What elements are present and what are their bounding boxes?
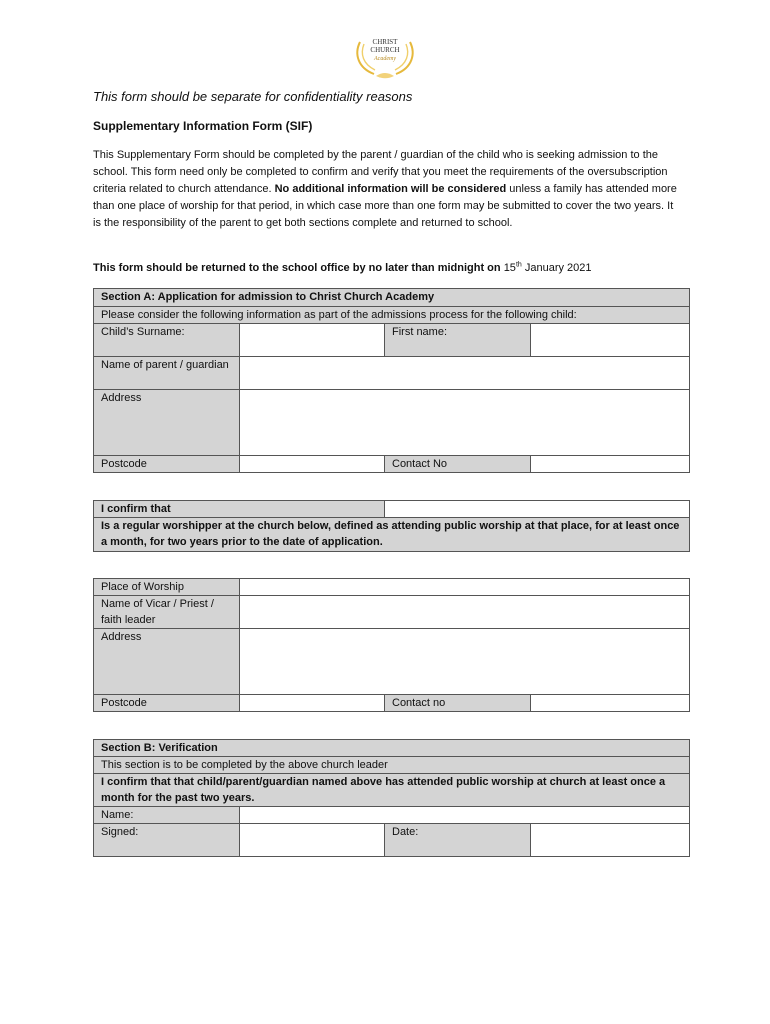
vicar-name-label: Name of Vicar / Priest / faith leader [94, 596, 240, 629]
vicar-name-field[interactable] [240, 596, 690, 629]
first-name-field[interactable] [531, 324, 690, 357]
section-b-statement: I confirm that that child/parent/guardian named above has attended public worship at church at least once a month for the past two years. [94, 774, 690, 807]
section-b-heading: Section B: Verification [94, 740, 690, 757]
date-field[interactable] [531, 824, 690, 857]
postcode-field[interactable] [240, 456, 385, 473]
parent-name-label: Name of parent / guardian [94, 357, 240, 390]
date-label: Date: [385, 824, 531, 857]
first-name-label: First name: [385, 324, 531, 357]
contact-no-label: Contact No [385, 456, 531, 473]
address-field[interactable] [240, 390, 690, 456]
deadline-day: 15 [503, 262, 516, 274]
section-a-heading: Section A: Application for admission to Christ Church Academy [94, 289, 690, 307]
childs-surname-label: Child’s Surname: [94, 324, 240, 357]
confirm-table [93, 500, 690, 552]
section-b-subheading: This section is to be completed by the above church leader [94, 757, 690, 774]
signed-label: Signed: [94, 824, 240, 857]
church-postcode-field[interactable] [240, 695, 385, 712]
deadline-day-suffix: th [515, 261, 522, 269]
deadline-bold-text: This form should be returned to the school office by no later than midnight on [93, 262, 501, 274]
logo-line2: CHURCH [370, 46, 400, 54]
logo-line1: CHRIST [372, 38, 398, 46]
intro-text-2: unless a family has attended more than one place of worship for that period, in which case more than one form may be submitted to cover the two years. It is the responsibility of the parent to get both sections complete and returned to school. [93, 183, 677, 229]
church-contact-field[interactable] [531, 695, 690, 712]
section-b-table [93, 739, 690, 857]
school-logo [352, 32, 418, 82]
confirm-heading: I confirm that [94, 501, 385, 518]
postcode-label: Postcode [94, 456, 240, 473]
signature-field[interactable] [240, 824, 385, 857]
verifier-name-label: Name: [94, 807, 240, 824]
intro-bold-text: No additional information will be considered [274, 183, 507, 195]
church-contact-label: Contact no [385, 695, 531, 712]
contact-no-field[interactable] [531, 456, 690, 473]
church-address-field[interactable] [240, 629, 690, 695]
section-a-table [93, 288, 690, 473]
place-of-worship-field[interactable] [240, 579, 690, 596]
intro-text-1: This Supplementary Form should be completed by the parent / guardian of the child who is seeking admission to the school. This form need only be completed to confirm and verify that you meet the requirements of the oversubscription criteria related to church attendance. [93, 149, 668, 195]
childs-surname-field[interactable] [240, 324, 385, 357]
form-title: Supplementary Information Form (SIF) [93, 119, 313, 133]
verifier-name-field[interactable] [240, 807, 690, 824]
deadline-month-year: January 2021 [524, 262, 592, 274]
section-a-subheading: Please consider the following information as part of the admissions process for the following child: [94, 307, 690, 324]
worship-table [93, 578, 690, 712]
parent-name-field[interactable] [240, 357, 690, 390]
church-postcode-label: Postcode [94, 695, 240, 712]
address-label: Address [94, 390, 240, 456]
confirm-name-field[interactable] [385, 501, 690, 518]
church-address-label: Address [94, 629, 240, 695]
confidentiality-note: This form should be separate for confidentiality reasons [93, 89, 413, 104]
return-deadline [93, 262, 592, 274]
intro-paragraph [93, 147, 683, 232]
place-of-worship-label: Place of Worship [94, 579, 240, 596]
logo-line3: Academy [374, 56, 396, 62]
confirm-statement: Is a regular worshipper at the church below, defined as attending public worship at that place, for at least once a month, for two years prior to the date of application. [94, 518, 690, 552]
